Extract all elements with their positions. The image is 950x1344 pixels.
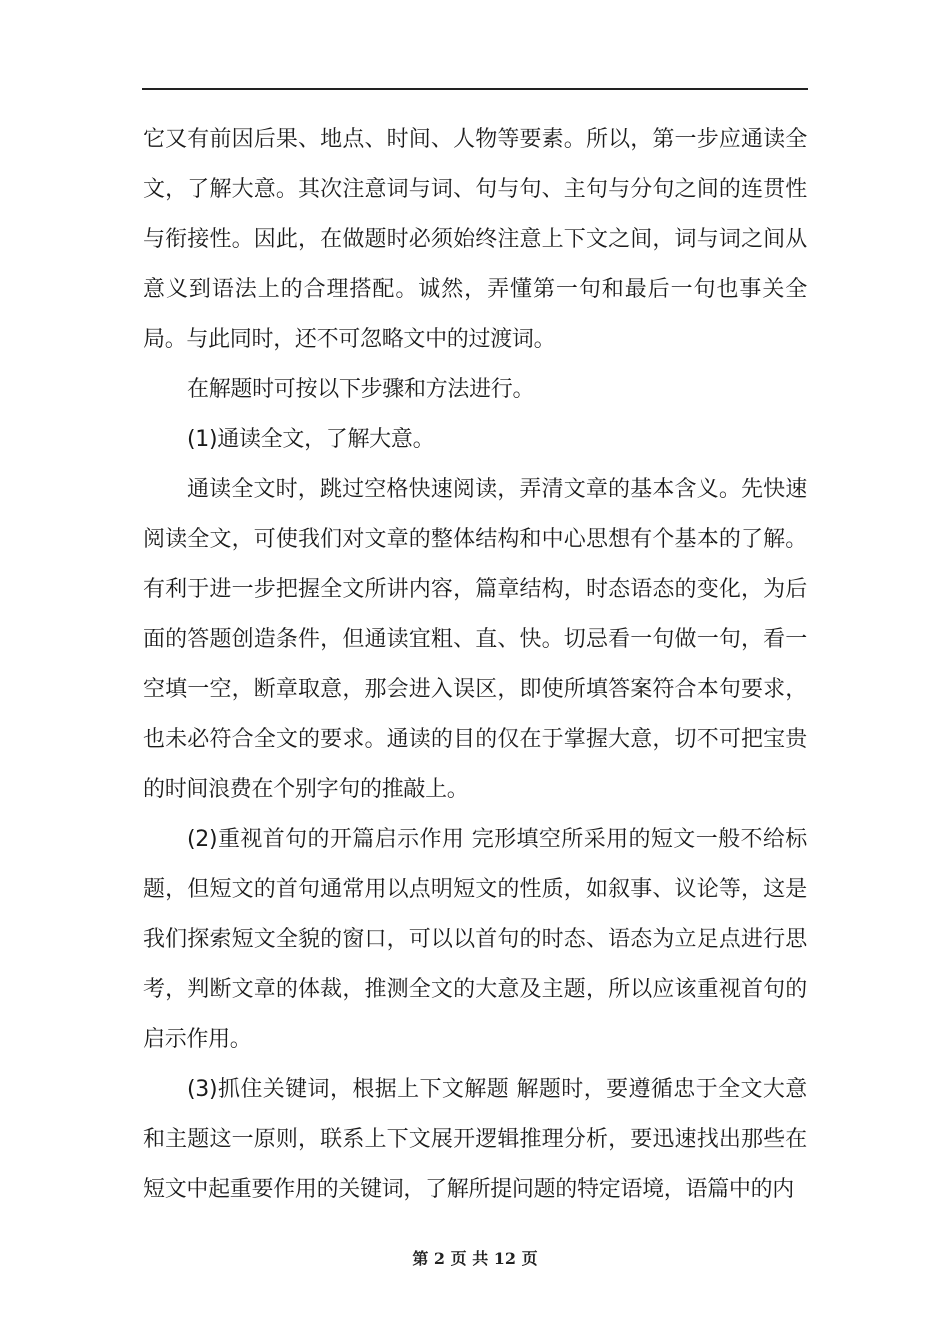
paragraph: 它又有前因后果、地点、时间、人物等要素。所以，第一步应通读全文，了解大意。其次注意词与词、句与句、主句与分句之间的连贯性与衔接性。因此，在做题时必须始终注意上下文之间，词与词之间从意义到语法上的合理搭配。诚然，弄懂第一句和最后一句也事关全局。与此同时，还不可忽略文中的过渡词。 <box>143 127 807 352</box>
header-rule <box>142 88 808 90</box>
paragraph: (1)通读全文，了解大意。 <box>187 427 435 452</box>
paragraph: 在解题时可按以下步骤和方法进行。 <box>187 377 535 402</box>
paragraph: 通读全文时，跳过空格快速阅读，弄清文章的基本含义。先快速阅读全文，可使我们对文章的整体结构和中心思想有个基本的了解。有利于进一步把握全文所讲内容，篇章结构，时态语态的变化，为后面的答题创造条件，但通读宜粗、直、快。切忌看一句做一句，看一空填一空，断章取意，那会进入误区，即使所填答案符合本句要求，也未必符合全文的要求。通读的目的仅在于掌握大意，切不可把宝贵的时间浪费在个别字句的推敲上。 <box>143 477 807 802</box>
page-number: 第 2 页 共 12 页 <box>412 1249 538 1268</box>
paragraph: (2)重视首句的开篇启示作用 完形填空所采用的短文一般不给标题，但短文的首句通常用以点明短文的性质，如叙事、议论等，这是我们探索短文全貌的窗口，可以以首句的时态、语态为立足点进行思考，判断文章的体裁，推测全文的大意及主题，所以应该重视首句的启示作用。 <box>143 827 807 1052</box>
paragraph: (3)抓住关键词，根据上下文解题 解题时，要遵循忠于全文大意和主题这一原则，联系上下文展开逻辑推理分析，要迅速找出那些在短文中起重要作用的关键词，了解所提问题的特定语境，语篇中的内 <box>143 1077 807 1202</box>
document-body <box>143 115 807 1215</box>
